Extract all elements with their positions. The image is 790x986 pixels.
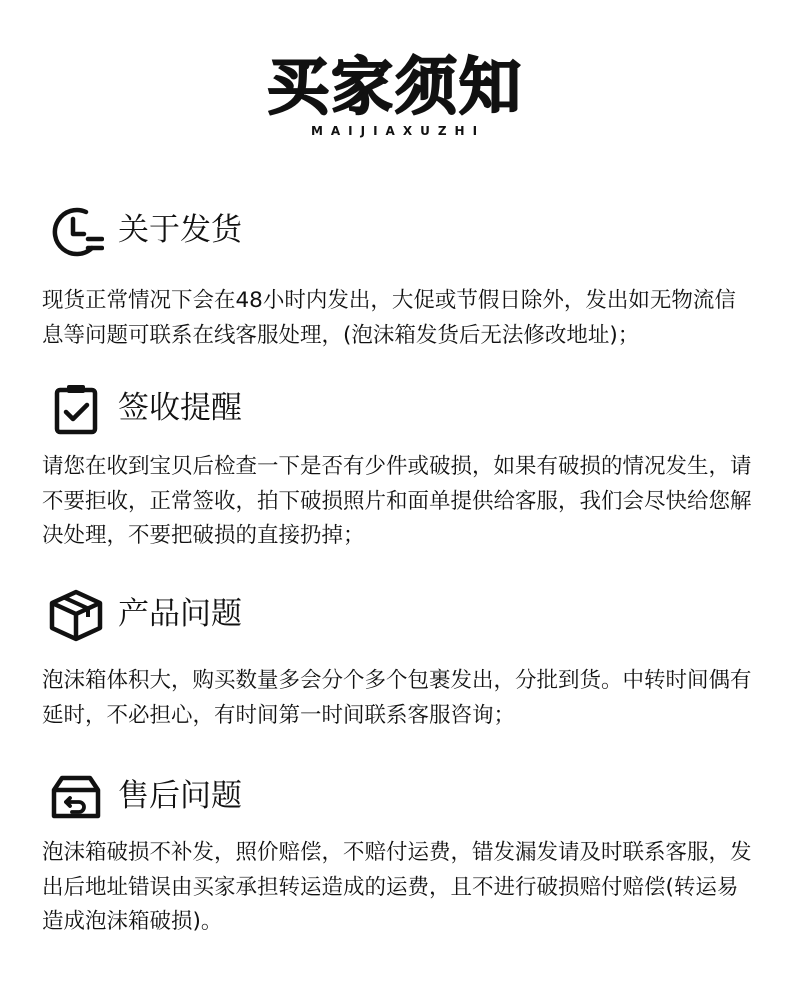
page-title: 买家须知 [266,50,523,123]
section-heading: 售后问题 [118,778,242,814]
clock-icon [48,204,104,258]
section-delivery [42,200,754,353]
section-header [42,378,754,438]
section-heading: 签收提醒 [118,390,242,426]
section-heading: 关于发货 [118,212,242,248]
return-box-icon [48,770,104,824]
section-aftersale [42,766,754,940]
section-body: 泡沫箱体积大，购买数量多会分个多个包裹发出，分批到货。中转时间偶有延时，不必担心，有时间第一时间联系客服咨询； [42,668,752,728]
section-header [42,766,754,826]
page-subtitle: MAIJIAXUZHI [310,124,486,138]
section-body: 请您在收到宝贝后检查一下是否有少件或破损，如果有破损的情况发生，请不要拒收，正常签收，拍下破损照片和面单提供给客服，我们会尽快给您解决处理，不要把破损的直接扔掉； [42,454,752,548]
section-body: 泡沫箱破损不补发，照价赔偿，不赔付运费，错发漏发请及时联系客服，发出后地址错误由买家承担转运造成的运费，且不进行破损赔付赔偿(转运易造成泡沫箱破损)。 [42,840,752,934]
section-heading: 产品问题 [118,596,242,632]
package-box-icon [48,588,104,642]
section-body: 现货正常情况下会在48小时内发出，大促或节假日除外，发出如无物流信息等问题可联系在线客服处理，(泡沫箱发货后无法修改地址)； [42,288,736,348]
clipboard-check-icon [48,382,104,436]
section-header [42,584,754,644]
section-signing [42,378,754,554]
section-product [42,584,754,733]
section-header [42,200,754,260]
